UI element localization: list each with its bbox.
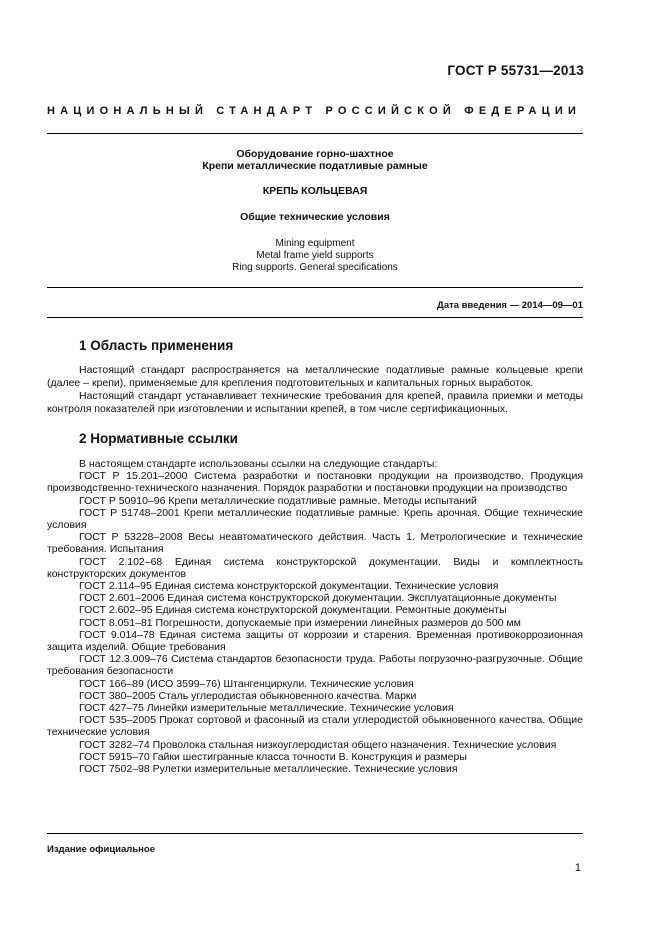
page-number: 1 xyxy=(574,862,581,874)
reference-item: ГОСТ 2.114–95 Единая система конструкторской документации. Технические условия xyxy=(79,580,499,593)
section-1-body xyxy=(47,364,583,416)
official-edition-label: Издание официальное xyxy=(47,844,155,855)
reference-item: ГОСТ Р 53228–2008 Весы неавтоматического действия. Часть 1. Метрологические и технические требования. Испытания xyxy=(47,531,583,556)
reference-item: ГОСТ 8.051–81 Погрешности, допускаемые при измерении линейных размеров до 500 мм xyxy=(79,616,521,629)
section-1-paragraph: Настоящий стандарт распространяется на металлические податливые рамные кольцевые крепи (далее – крепи), применяемые для крепления подготовительных и капитальных горных выработок. xyxy=(47,364,583,389)
header-divider xyxy=(47,133,583,134)
references-intro: В настоящем стандарте использованы ссылки на следующие стандарты: xyxy=(79,458,438,470)
title-line-2: Крепи металлические податливые рамные xyxy=(202,160,428,172)
date-of-introduction: Дата введения — 2014—09—01 xyxy=(437,300,583,311)
reference-item: ГОСТ Р 50910–96 Крепи металлические податливые рамные. Методы испытаний xyxy=(79,494,477,507)
reference-item: ГОСТ 427–75 Линейки измерительные металлические. Технические условия xyxy=(79,702,454,715)
gost-number: ГОСТ Р 55731—2013 xyxy=(447,63,584,78)
reference-item: ГОСТ 2.601–2006 Единая система конструкторской документации. Эксплуатационные документы xyxy=(79,592,557,605)
footer-divider xyxy=(47,833,583,834)
date-divider xyxy=(47,317,583,318)
reference-item: ГОСТ Р 51748–2001 Крепи металлические податливые рамные. Крепь арочная. Общие технические условия xyxy=(47,506,583,532)
title-divider xyxy=(47,287,583,288)
title-main: КРЕПЬ КОЛЬЦЕВАЯ xyxy=(262,185,368,197)
reference-item: ГОСТ 2.602–95 Единая система конструкторской документации. Ремонтные документы xyxy=(79,604,507,617)
reference-item: ГОСТ Р 15.201–2000 Система разработки и постановки продукции на производство. Продукция производственно-технического назначения. Порядок разработки и постановки продукции на производство xyxy=(47,470,583,495)
section-1-heading: 1 Область применения xyxy=(79,338,234,353)
title-en-line-2: Metal frame yield supports xyxy=(256,250,374,261)
reference-item: ГОСТ 166–89 (ИСО 3599–76) Штангенциркули. Технические условия xyxy=(79,677,414,690)
reference-item: ГОСТ 5915–70 Гайки шестигранные класса точности В. Конструкция и размеры xyxy=(79,750,467,763)
references-list xyxy=(47,458,583,775)
title-en-line-1: Mining equipment xyxy=(275,238,355,249)
reference-item: ГОСТ 3282–74 Проволока стальная низкоуглеродистая общего назначения. Технические условия xyxy=(79,738,557,751)
reference-item: ГОСТ 380–2005 Сталь углеродистая обыкновенного качества. Марки xyxy=(79,689,417,702)
reference-item: ГОСТ 9.014–78 Единая система защиты от коррозии и старения. Временная противокоррозионная защита изделий. Общие требования xyxy=(47,628,583,654)
reference-item: ГОСТ 7502–98 Рулетки измерительные металлические. Технические условия xyxy=(79,763,458,776)
reference-item: ГОСТ 12.3.009–76 Система стандартов безопасности труда. Работы погрузочно-разгрузочные. Общие требования безопасности xyxy=(47,653,583,678)
reference-item: ГОСТ 535–2005 Прокат сортовой и фасонный из стали углеродистой обыкновенного качества. Общие технические условия xyxy=(47,714,583,739)
national-standard-heading: НАЦИОНАЛЬНЫЙ СТАНДАРТ РОССИЙСКОЙ ФЕДЕРАЦИИ xyxy=(47,105,582,117)
title-en-line-3: Ring supports. General specifications xyxy=(232,262,398,273)
section-2-heading: 2 Нормативные ссылки xyxy=(79,431,238,446)
title-subtitle: Общие технические условия xyxy=(240,211,390,223)
title-line-1: Оборудование горно-шахтное xyxy=(236,148,394,160)
section-1-paragraph: Настоящий стандарт устанавливает технические требования для крепей, правила приемки и методы контроля показателей при изготовлении и испытании крепей, в том числе сертификационных. xyxy=(47,390,583,415)
reference-item: ГОСТ 2.102–68 Единая система конструкторской документации. Виды и комплектность конструкторских документов xyxy=(47,555,583,580)
